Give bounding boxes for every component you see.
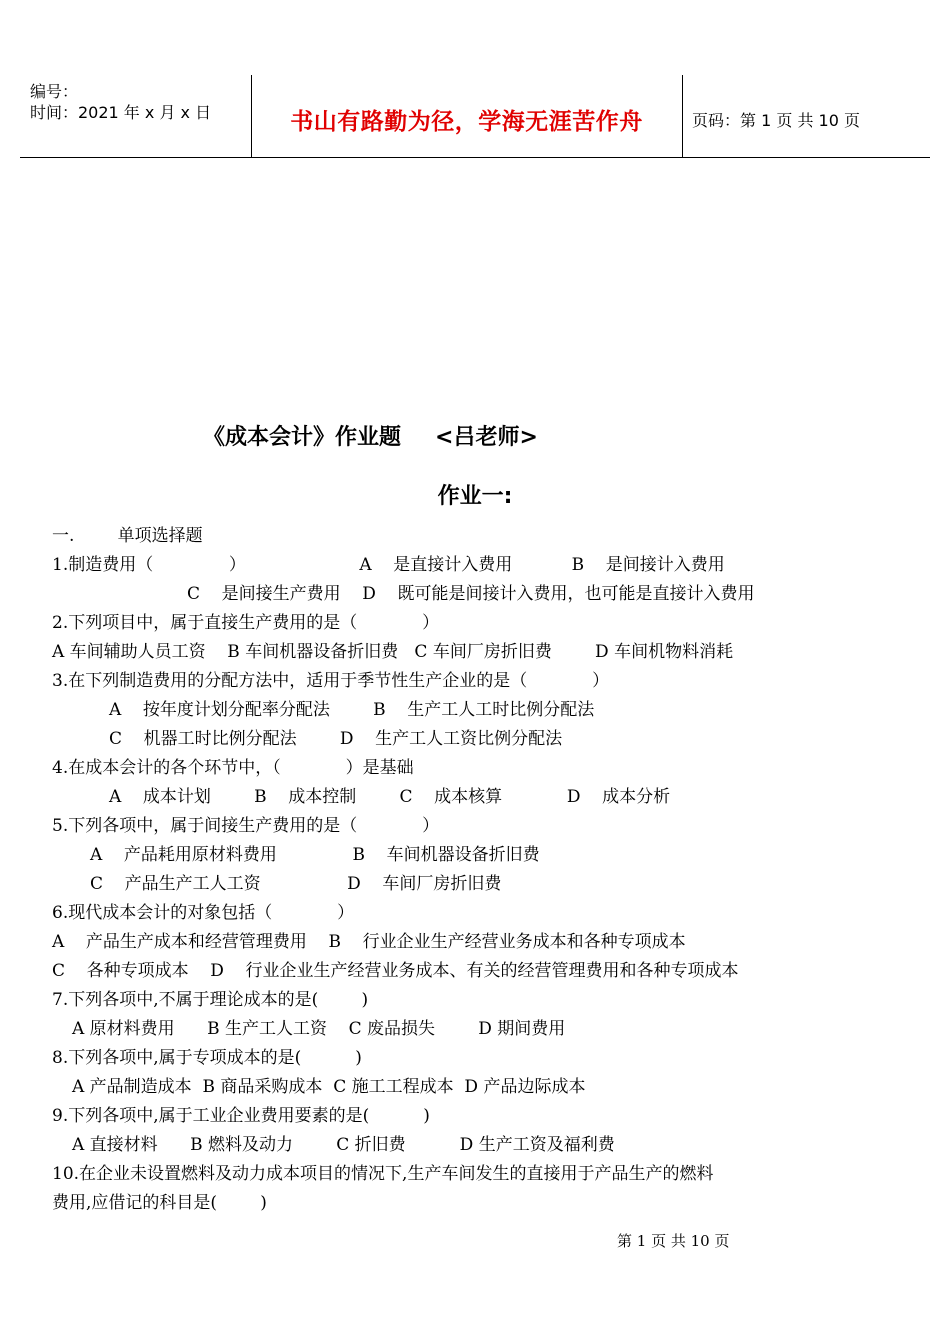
text-line: A 按年度计划分配率分配法 B 生产工人工时比例分配法 bbox=[109, 700, 595, 720]
time-label: 时间：2021 年 x 月 x 日 bbox=[30, 103, 212, 122]
assignment-heading: 作业一: bbox=[437, 484, 513, 509]
text-line: A 直接材料 B 燃料及动力 C 折旧费 D 生产工资及福利费 bbox=[72, 1135, 615, 1155]
text-line: 7.下列各项中,不属于理论成本的是( ) bbox=[52, 990, 369, 1010]
text-line: 8.下列各项中,属于专项成本的是( ) bbox=[52, 1048, 362, 1068]
page-header bbox=[20, 75, 930, 158]
text-line: 5.下列各项中，属于间接生产费用的是（ ） bbox=[52, 816, 440, 836]
text-line: A 产品生产成本和经营管理费用 B 行业企业生产经营业务成本和各种专项成本 bbox=[52, 932, 686, 952]
page-footer: 第 1 页 共 10 页 bbox=[617, 1232, 730, 1250]
document-title: 《成本会计》作业题 bbox=[203, 425, 402, 450]
text-line: A 车间辅助人员工资 B 车间机器设备折旧费 C 车间厂房折旧费 D 车间机物料消耗 bbox=[52, 642, 734, 662]
text-line: 9.下列各项中,属于工业企业费用要素的是( ) bbox=[52, 1106, 430, 1126]
text-line: C 是间接生产费用 D 既可能是间接计入费用，也可能是直接计入费用 bbox=[187, 584, 755, 604]
text-line: 6.现代成本会计的对象包括（ ） bbox=[52, 903, 355, 923]
header-divider bbox=[682, 75, 683, 157]
text-line: 一. 单项选择题 bbox=[52, 526, 203, 546]
text-line: C 各种专项成本 D 行业企业生产经营业务成本、有关的经营管理费用和各种专项成本 bbox=[52, 961, 739, 981]
header-motto: 书山有路勤为径，学海无涯苦作舟 bbox=[290, 109, 643, 135]
header-meta bbox=[30, 81, 211, 123]
text-line: A 产品耗用原材料费用 B 车间机器设备折旧费 bbox=[90, 845, 540, 865]
text-line: A 产品制造成本 B 商品采购成本 C 施工工程成本 D 产品边际成本 bbox=[72, 1077, 586, 1097]
text-line: 2.下列项目中，属于直接生产费用的是（ ） bbox=[52, 613, 440, 633]
header-page-info: 页码：第 1 页 共 10 页 bbox=[692, 111, 860, 130]
text-line: 1.制造费用（ ） A 是直接计入费用 B 是间接计入费用 bbox=[52, 555, 725, 575]
teacher-name: <吕老师> bbox=[435, 425, 538, 450]
text-line: 3.在下列制造费用的分配方法中，适用于季节性生产企业的是（ ） bbox=[52, 671, 610, 691]
text-line: 10.在企业未设置燃料及动力成本项目的情况下,生产车间发生的直接用于产品生产的燃料 bbox=[52, 1164, 714, 1184]
text-line: A 原材料费用 B 生产工人工资 C 废品损失 D 期间费用 bbox=[72, 1019, 566, 1039]
text-line: 4.在成本会计的各个环节中，（ ）是基础 bbox=[52, 758, 414, 778]
text-line: A 成本计划 B 成本控制 C 成本核算 D 成本分析 bbox=[109, 787, 671, 807]
question-list bbox=[52, 522, 932, 1218]
number-label: 编号： bbox=[30, 82, 79, 101]
document-title-row bbox=[203, 420, 538, 451]
text-line: C 产品生产工人工资 D 车间厂房折旧费 bbox=[90, 874, 502, 894]
text-line: 费用,应借记的科目是( ) bbox=[52, 1193, 267, 1213]
text-line: C 机器工时比例分配法 D 生产工人工资比例分配法 bbox=[109, 729, 563, 749]
